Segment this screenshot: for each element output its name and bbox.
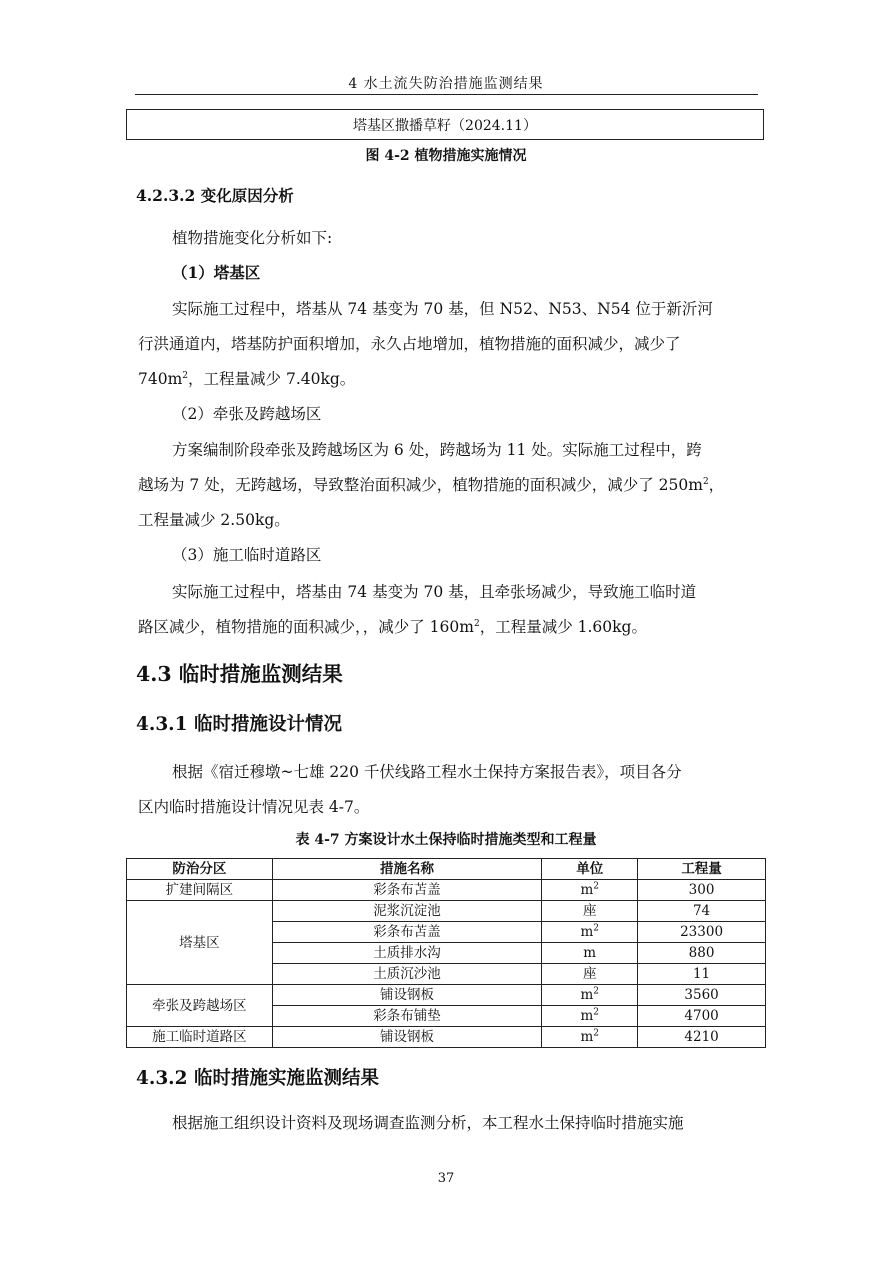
- table-row: [127, 985, 766, 1006]
- quantity-cell: 3560: [638, 985, 766, 1006]
- table-caption: 表 4-7 方案设计水土保持临时措施类型和工程量: [295, 832, 597, 848]
- header-rule: [135, 94, 758, 95]
- measure-cell: 泥浆沉淀池: [272, 901, 542, 922]
- item-2-line-1: 方案编制阶段牵张及跨越场区为 6 处，跨越场为 11 处。实际施工过程中，跨: [172, 441, 702, 459]
- section-432-heading: 4.3.2 临时措施实施监测结果: [136, 1068, 379, 1089]
- item-1-title: （1）塔基区: [172, 263, 261, 282]
- measure-cell: 彩条布苫盖: [272, 922, 542, 943]
- table-row: [127, 901, 766, 922]
- table-row: [127, 1027, 766, 1048]
- measure-cell: 彩条布苫盖: [272, 880, 542, 901]
- quantity-cell: 4210: [638, 1027, 766, 1048]
- section-4232-intro: 植物措施变化分析如下:: [172, 229, 333, 247]
- quantity-cell: 23300: [638, 922, 766, 943]
- item-3-line-2: 路区减少，植物措施的面积减少，，减少了 $160m^2$，工程量减少 1.60kg。: [138, 618, 647, 636]
- unit-cell: 座: [542, 901, 638, 922]
- unit-cell: $m^2$: [542, 1027, 638, 1048]
- measure-cell: 土质排水沟: [272, 943, 542, 964]
- item-1-line-2: 行洪通道内，塔基防护面积增加，永久占地增加，植物措施的面积减少，减少了: [138, 335, 681, 353]
- page-number: 37: [437, 1171, 455, 1186]
- quantity-cell: 4700: [638, 1006, 766, 1027]
- quantity-cell: 11: [638, 964, 766, 985]
- unit-cell: $m^2$: [542, 1006, 638, 1027]
- quantity-cell: 880: [638, 943, 766, 964]
- measure-cell: 彩条布铺垫: [272, 1006, 542, 1027]
- item-1-line-1: 实际施工过程中，塔基从 74 基变为 70 基，但 N52、N53、N54 位于新沂河: [172, 300, 713, 318]
- section-43-heading: 4.3 临时措施监测结果: [136, 662, 343, 686]
- table-header-cell: 措施名称: [272, 859, 542, 880]
- measure-cell: 铺设钢板: [272, 985, 542, 1006]
- zone-cell: 牵张及跨越场区: [127, 985, 273, 1027]
- table-row: [127, 880, 766, 901]
- unit-cell: $m^2$: [542, 985, 638, 1006]
- table-header-cell: 工程量: [638, 859, 766, 880]
- photo-caption: 塔基区撒播草籽（2024.11）: [353, 117, 537, 134]
- item-1-line-3: $740m^2$，工程量减少 7.40kg。: [138, 370, 356, 388]
- quantity-cell: 300: [638, 880, 766, 901]
- table-header-row: [127, 859, 766, 880]
- table-header-cell: 防治分区: [127, 859, 273, 880]
- quantity-cell: 74: [638, 901, 766, 922]
- measure-cell: 铺设钢板: [272, 1027, 542, 1048]
- unit-cell: $m^2$: [542, 880, 638, 901]
- measure-cell: 土质沉沙池: [272, 964, 542, 985]
- unit-cell: $m^2$: [542, 922, 638, 943]
- page-header-title: 4 水土流失防治措施监测结果: [348, 76, 544, 92]
- section-432-para-line-1: 根据施工组织设计资料及现场调查监测分析，本工程水土保持临时措施实施: [172, 1114, 684, 1132]
- unit-cell: 座: [542, 964, 638, 985]
- zone-cell: 施工临时道路区: [127, 1027, 273, 1048]
- section-431-heading: 4.3.1 临时措施设计情况: [136, 714, 342, 735]
- section-431-para-line-1: 根据《宿迁穆墩~七雄 220 千伏线路工程水土保持方案报告表》，项目各分: [172, 763, 682, 781]
- section-431-para-line-2: 区内临时措施设计情况见表 4-7。: [138, 798, 370, 816]
- item-2-line-3: 工程量减少 2.50kg。: [138, 511, 290, 529]
- figure-caption: 图 4-2 植物措施实施情况: [365, 148, 527, 164]
- section-4232-heading: 4.2.3.2 变化原因分析: [136, 186, 294, 205]
- table-header-cell: 单位: [542, 859, 638, 880]
- item-3-line-1: 实际施工过程中，塔基由 74 基变为 70 基，且牵张场减少，导致施工临时道: [172, 583, 697, 601]
- measures-table: [126, 858, 766, 1048]
- unit-cell: m: [542, 943, 638, 964]
- zone-cell: 塔基区: [127, 901, 273, 985]
- item-2-title: （2）牵张及跨越场区: [172, 405, 322, 423]
- photo-caption-box: [126, 109, 764, 140]
- item-3-title: （3）施工临时道路区: [172, 546, 322, 564]
- zone-cell: 扩建间隔区: [127, 880, 273, 901]
- item-2-line-2: 越场为 7 处，无跨越场，导致整治面积减少，植物措施的面积减少，减少了 $250m^2$，: [138, 476, 725, 494]
